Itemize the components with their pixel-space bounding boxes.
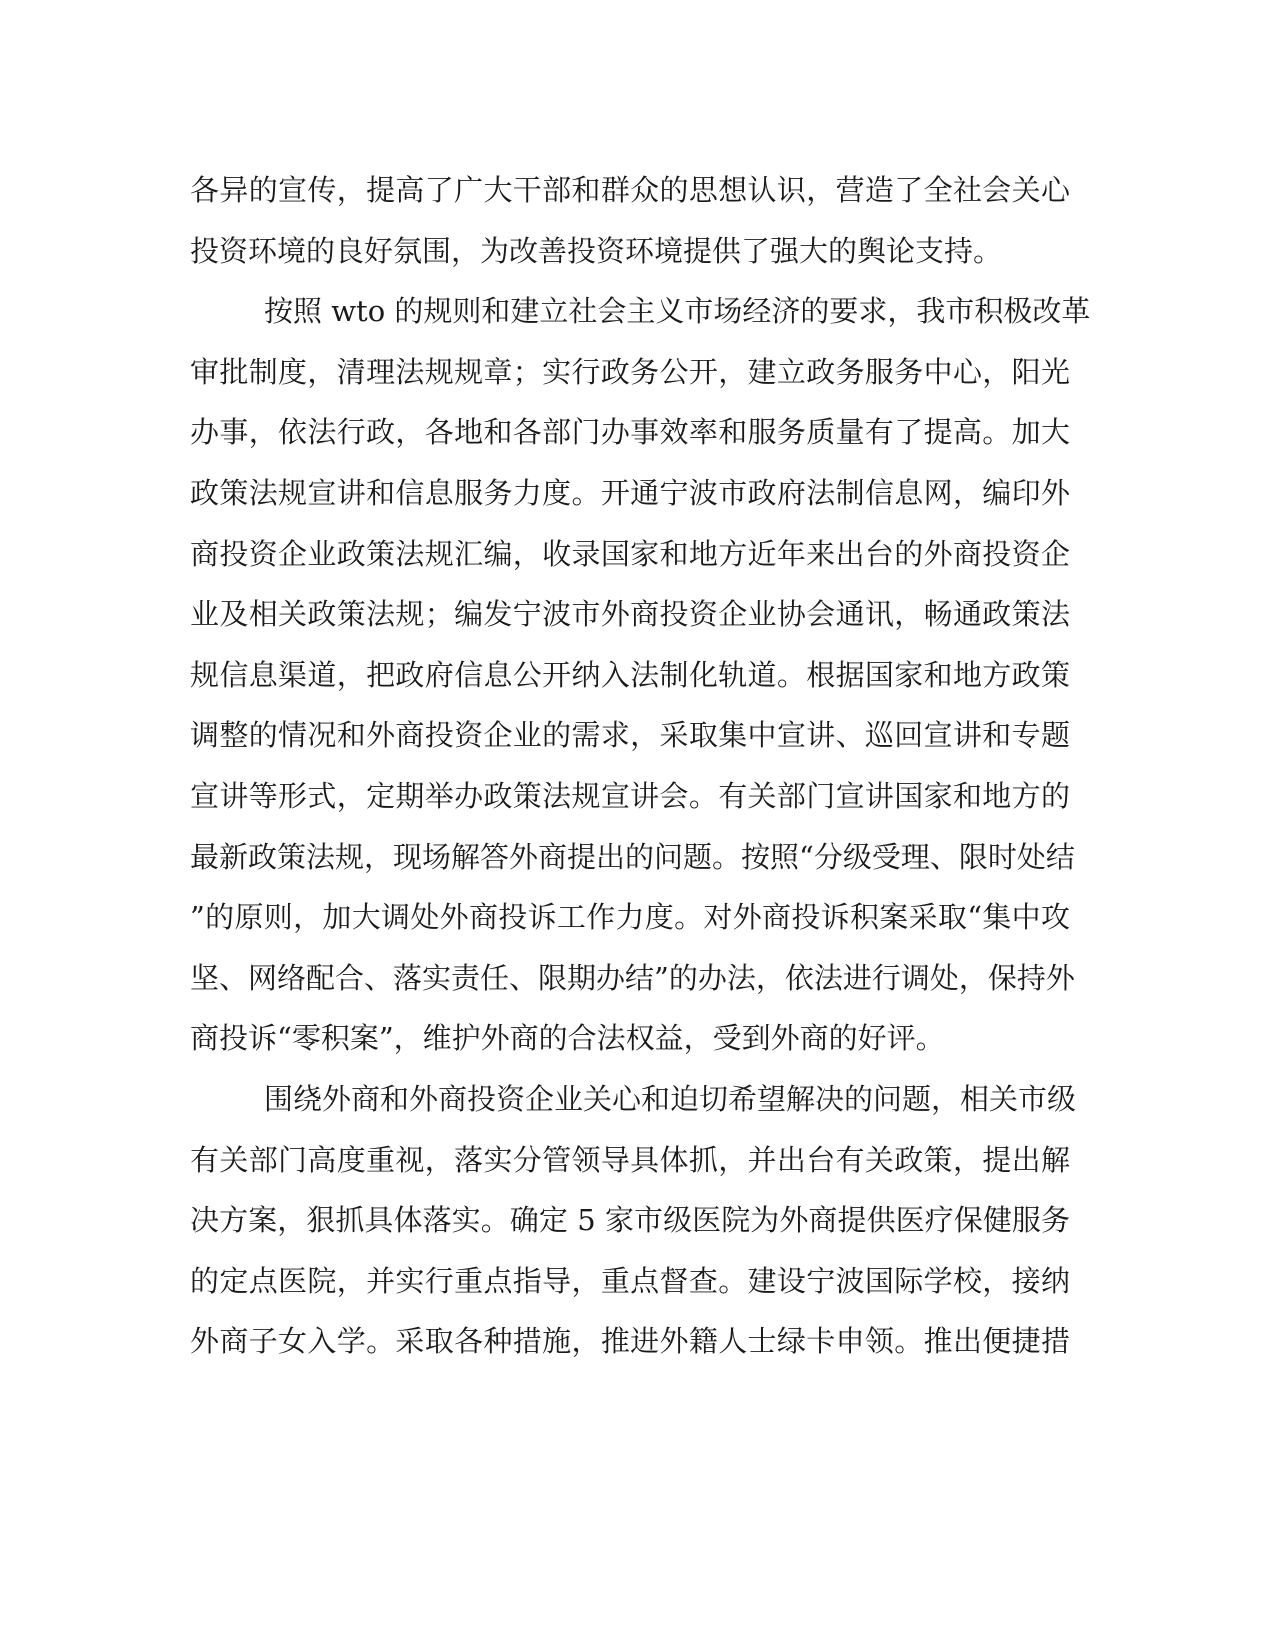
- text-line: 外商子女入学。采取各种措施，推进外籍人士绿卡申领。推出便捷措: [190, 1324, 1070, 1359]
- text-line: 商投资企业政策法规汇编，收录国家和地方近年来出台的外商投资企: [190, 536, 1070, 571]
- text-line: 宣讲等形式，定期举办政策法规宣讲会。有关部门宣讲国家和地方的: [190, 778, 1070, 813]
- text-line: 的定点医院，并实行重点指导，重点督查。建设宁波国际学校，接纳: [190, 1263, 1070, 1298]
- text-line: 办事，依法行政，各地和各部门办事效率和服务质量有了提高。加大: [190, 415, 1070, 450]
- paragraph-1: [190, 160, 1070, 281]
- text-line: ”的原则，加大调处外商投诉工作力度。对外商投诉积案采取“集中攻: [190, 900, 1070, 935]
- paragraph-2: [190, 281, 1091, 1069]
- text-line: 业及相关政策法规；编发宁波市外商投资企业协会通讯，畅通政策法: [190, 597, 1070, 632]
- text-line: 审批制度，清理法规规章；实行政务公开，建立政务服务中心，阳光: [190, 354, 1070, 389]
- body-text: [190, 160, 1091, 1372]
- paragraph-3: [190, 1069, 1077, 1372]
- text-line: 坚、网络配合、落实责任、限期办结”的办法，依法进行调处，保持外: [190, 960, 1075, 995]
- text-line: 有关部门高度重视，落实分管领导具体抓，并出台有关政策，提出解: [190, 1142, 1070, 1177]
- text-line: 规信息渠道，把政府信息公开纳入法制化轨道。根据国家和地方政策: [190, 657, 1070, 692]
- text-line: 决方案，狠抓具体落实。确定 5 家市级医院为外商提供医疗保健服务: [190, 1203, 1070, 1238]
- text-line: 按照 wto 的规则和建立社会主义市场经济的要求，我市积极改革: [264, 294, 1091, 329]
- text-line: 投资环境的良好氛围，为改善投资环境提供了强大的舆论支持。: [190, 233, 1003, 268]
- text-line: 各异的宣传，提高了广大干部和群众的思想认识，营造了全社会关心: [190, 173, 1070, 207]
- text-line: 围绕外商和外商投资企业关心和迫切希望解决的问题，相关市级: [264, 1081, 1077, 1116]
- text-line: 调整的情况和外商投资企业的需求，采取集中宣讲、巡回宣讲和专题: [190, 718, 1070, 753]
- text-line: 最新政策法规，现场解答外商提出的问题。按照“分级受理、限时处结: [190, 839, 1075, 874]
- text-line: 商投诉“零积案”，维护外商的合法权益，受到外商的好评。: [190, 1021, 945, 1056]
- text-line: 政策法规宣讲和信息服务力度。开通宁波市政府法制信息网，编印外: [190, 475, 1070, 510]
